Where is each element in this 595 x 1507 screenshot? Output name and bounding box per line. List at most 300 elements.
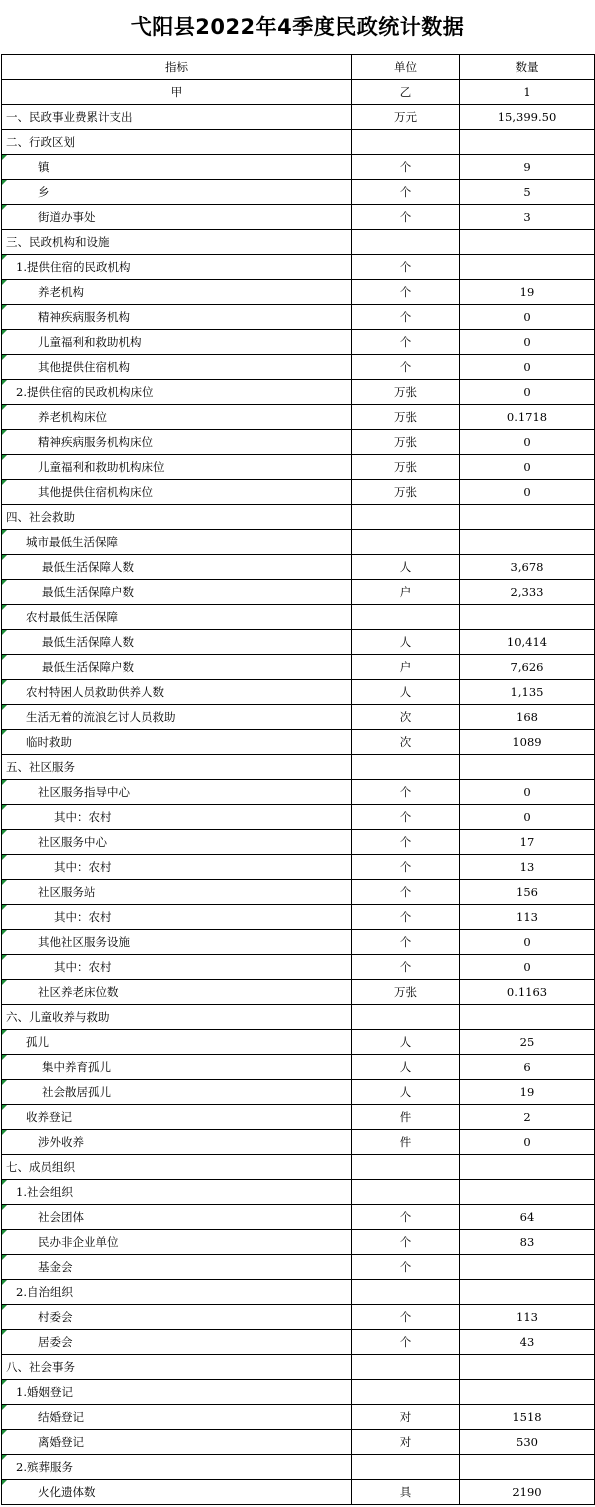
indicator-cell — [2, 1355, 352, 1380]
indicator-label: 临时救助 — [26, 735, 72, 749]
indicator-cell — [2, 305, 352, 330]
quantity-cell — [460, 1455, 595, 1480]
cell-corner-marker — [2, 580, 7, 585]
quantity-cell: 64 — [460, 1205, 595, 1230]
indicator-label: 其中：农村 — [54, 960, 112, 974]
table-body — [2, 105, 595, 1505]
unit-cell — [352, 130, 460, 155]
indicator-label: 二、行政区划 — [6, 135, 75, 149]
quantity-cell: 0 — [460, 805, 595, 830]
indicator-cell — [2, 1030, 352, 1055]
cell-corner-marker — [2, 805, 7, 810]
quantity-cell — [460, 530, 595, 555]
indicator-cell — [2, 905, 352, 930]
quantity-cell — [460, 505, 595, 530]
unit-cell: 个 — [352, 355, 460, 380]
quantity-cell: 19 — [460, 1080, 595, 1105]
indicator-label: 八、社会事务 — [6, 1360, 75, 1374]
code-row — [2, 80, 595, 105]
quantity-cell — [460, 1155, 595, 1180]
indicator-label: 居委会 — [38, 1335, 73, 1349]
indicator-label: 养老机构 — [38, 285, 84, 299]
cell-corner-marker — [2, 955, 7, 960]
indicator-cell — [2, 405, 352, 430]
table-row — [2, 180, 595, 205]
unit-cell — [352, 1005, 460, 1030]
cell-corner-marker — [2, 1280, 7, 1285]
indicator-cell — [2, 1280, 352, 1305]
unit-cell — [352, 755, 460, 780]
quantity-cell: 0.1718 — [460, 405, 595, 430]
cell-corner-marker — [2, 905, 7, 910]
cell-corner-marker — [2, 430, 7, 435]
table-row — [2, 1255, 595, 1280]
cell-corner-marker — [2, 1330, 7, 1335]
indicator-cell — [2, 130, 352, 155]
quantity-cell: 2,333 — [460, 580, 595, 605]
quantity-cell: 530 — [460, 1430, 595, 1455]
indicator-label: 其中：农村 — [54, 810, 112, 824]
table-row — [2, 1105, 595, 1130]
indicator-label: 社区服务站 — [38, 885, 96, 899]
indicator-cell — [2, 1130, 352, 1155]
unit-cell: 万元 — [352, 105, 460, 130]
quantity-cell — [460, 255, 595, 280]
indicator-label: 最低生活保障户数 — [42, 660, 134, 674]
table-row — [2, 680, 595, 705]
unit-cell: 个 — [352, 280, 460, 305]
table-row — [2, 1230, 595, 1255]
indicator-cell — [2, 1305, 352, 1330]
quantity-cell: 0 — [460, 330, 595, 355]
indicator-cell — [2, 1430, 352, 1455]
table-row — [2, 205, 595, 230]
unit-cell — [352, 1155, 460, 1180]
cell-corner-marker — [2, 630, 7, 635]
indicator-cell — [2, 1180, 352, 1205]
cell-corner-marker — [2, 830, 7, 835]
quantity-cell: 0 — [460, 955, 595, 980]
table-row — [2, 1305, 595, 1330]
indicator-label: 儿童福利和救助机构床位 — [38, 460, 165, 474]
cell-corner-marker — [2, 980, 7, 985]
indicator-cell — [2, 530, 352, 555]
code-unit: 乙 — [352, 80, 460, 105]
indicator-label: 1.提供住宿的民政机构 — [16, 260, 131, 274]
cell-corner-marker — [2, 880, 7, 885]
indicator-label: 2.殡葬服务 — [16, 1460, 73, 1474]
table-row — [2, 555, 595, 580]
indicator-label: 一、民政事业费累计支出 — [6, 110, 133, 124]
unit-cell: 对 — [352, 1430, 460, 1455]
table-row — [2, 955, 595, 980]
table-row — [2, 430, 595, 455]
table-row — [2, 1130, 595, 1155]
table-header-row — [2, 55, 595, 80]
table-row — [2, 630, 595, 655]
cell-corner-marker — [2, 1230, 7, 1235]
indicator-cell — [2, 380, 352, 405]
table-row — [2, 305, 595, 330]
indicator-label: 儿童福利和救助机构 — [38, 335, 142, 349]
cell-corner-marker — [2, 1455, 7, 1460]
indicator-label: 社区养老床位数 — [38, 985, 119, 999]
unit-cell: 个 — [352, 930, 460, 955]
quantity-cell: 1,135 — [460, 680, 595, 705]
quantity-cell: 113 — [460, 1305, 595, 1330]
table-row — [2, 505, 595, 530]
quantity-cell: 3,678 — [460, 555, 595, 580]
unit-cell — [352, 230, 460, 255]
quantity-cell: 0 — [460, 780, 595, 805]
indicator-label: 收养登记 — [26, 1110, 72, 1124]
unit-cell: 个 — [352, 255, 460, 280]
quantity-cell: 0 — [460, 305, 595, 330]
cell-corner-marker — [2, 705, 7, 710]
indicator-cell — [2, 930, 352, 955]
header-indicator: 指标 — [2, 55, 352, 80]
table-row — [2, 980, 595, 1005]
unit-cell — [352, 1280, 460, 1305]
cell-corner-marker — [2, 605, 7, 610]
cell-corner-marker — [2, 255, 7, 260]
indicator-label: 2.提供住宿的民政机构床位 — [16, 385, 154, 399]
indicator-cell — [2, 255, 352, 280]
unit-cell: 个 — [352, 955, 460, 980]
indicator-label: 农村特困人员救助供养人数 — [26, 685, 164, 699]
cell-corner-marker — [2, 380, 7, 385]
indicator-cell — [2, 1255, 352, 1280]
cell-corner-marker — [2, 305, 7, 310]
indicator-label: 镇 — [38, 160, 50, 174]
unit-cell: 件 — [352, 1130, 460, 1155]
cell-corner-marker — [2, 855, 7, 860]
indicator-label: 最低生活保障人数 — [42, 560, 134, 574]
indicator-cell — [2, 1405, 352, 1430]
cell-corner-marker — [2, 155, 7, 160]
indicator-label: 社会团体 — [38, 1210, 84, 1224]
unit-cell: 人 — [352, 630, 460, 655]
quantity-cell — [460, 130, 595, 155]
indicator-label: 其中：农村 — [54, 910, 112, 924]
indicator-label: 七、成员组织 — [6, 1160, 75, 1174]
unit-cell: 万张 — [352, 480, 460, 505]
indicator-label: 乡 — [38, 185, 50, 199]
cell-corner-marker — [2, 555, 7, 560]
cell-corner-marker — [2, 405, 7, 410]
table-row — [2, 105, 595, 130]
indicator-cell — [2, 480, 352, 505]
table-row — [2, 705, 595, 730]
indicator-label: 农村最低生活保障 — [26, 610, 118, 624]
indicator-label: 社区服务中心 — [38, 835, 107, 849]
table-row — [2, 1405, 595, 1430]
indicator-cell — [2, 1155, 352, 1180]
indicator-cell — [2, 430, 352, 455]
table-row — [2, 1205, 595, 1230]
indicator-cell — [2, 730, 352, 755]
table-row — [2, 580, 595, 605]
table-row — [2, 230, 595, 255]
unit-cell: 户 — [352, 655, 460, 680]
table-row — [2, 780, 595, 805]
cell-corner-marker — [2, 1030, 7, 1035]
unit-cell: 个 — [352, 1205, 460, 1230]
cell-corner-marker — [2, 1255, 7, 1260]
indicator-cell — [2, 680, 352, 705]
quantity-cell: 5 — [460, 180, 595, 205]
unit-cell: 对 — [352, 1405, 460, 1430]
cell-corner-marker — [2, 355, 7, 360]
indicator-label: 1.社会组织 — [16, 1185, 73, 1199]
unit-cell — [352, 530, 460, 555]
indicator-label: 其他提供住宿机构 — [38, 360, 130, 374]
unit-cell: 个 — [352, 1230, 460, 1255]
indicator-cell — [2, 1055, 352, 1080]
table-row — [2, 1330, 595, 1355]
indicator-cell — [2, 355, 352, 380]
unit-cell — [352, 605, 460, 630]
quantity-cell: 168 — [460, 705, 595, 730]
unit-cell: 人 — [352, 555, 460, 580]
unit-cell: 个 — [352, 855, 460, 880]
indicator-cell — [2, 330, 352, 355]
indicator-cell — [2, 180, 352, 205]
indicator-label: 村委会 — [38, 1310, 73, 1324]
cell-corner-marker — [2, 1130, 7, 1135]
table-row — [2, 255, 595, 280]
indicator-cell — [2, 1105, 352, 1130]
unit-cell: 个 — [352, 905, 460, 930]
cell-corner-marker — [2, 205, 7, 210]
indicator-cell — [2, 155, 352, 180]
table-row — [2, 755, 595, 780]
unit-cell — [352, 1355, 460, 1380]
cell-corner-marker — [2, 1380, 7, 1385]
indicator-label: 养老机构床位 — [38, 410, 107, 424]
indicator-cell — [2, 105, 352, 130]
quantity-cell: 1089 — [460, 730, 595, 755]
indicator-label: 四、社会救助 — [6, 510, 75, 524]
table-row — [2, 480, 595, 505]
indicator-label: 最低生活保障人数 — [42, 635, 134, 649]
quantity-cell — [460, 605, 595, 630]
quantity-cell: 0 — [460, 380, 595, 405]
unit-cell: 人 — [352, 680, 460, 705]
cell-corner-marker — [2, 930, 7, 935]
table-row — [2, 1355, 595, 1380]
indicator-label: 民办非企业单位 — [38, 1235, 119, 1249]
quantity-cell — [460, 1005, 595, 1030]
indicator-cell — [2, 555, 352, 580]
unit-cell: 人 — [352, 1030, 460, 1055]
cell-corner-marker — [2, 530, 7, 535]
table-row — [2, 805, 595, 830]
quantity-cell: 17 — [460, 830, 595, 855]
unit-cell: 户 — [352, 580, 460, 605]
indicator-cell — [2, 1080, 352, 1105]
indicator-label: 城市最低生活保障 — [26, 535, 118, 549]
indicator-label: 其他提供住宿机构床位 — [38, 485, 153, 499]
indicator-cell — [2, 1230, 352, 1255]
indicator-cell — [2, 880, 352, 905]
indicator-label: 精神疾病服务机构 — [38, 310, 130, 324]
quantity-cell: 0 — [460, 430, 595, 455]
quantity-cell — [460, 230, 595, 255]
quantity-cell — [460, 755, 595, 780]
indicator-cell — [2, 1205, 352, 1230]
cell-corner-marker — [2, 1180, 7, 1185]
indicator-label: 孤儿 — [26, 1035, 49, 1049]
indicator-cell — [2, 780, 352, 805]
cell-corner-marker — [2, 1405, 7, 1410]
quantity-cell — [460, 1280, 595, 1305]
quantity-cell: 3 — [460, 205, 595, 230]
unit-cell: 个 — [352, 1255, 460, 1280]
indicator-label: 离婚登记 — [38, 1435, 84, 1449]
quantity-cell — [460, 1180, 595, 1205]
indicator-label: 精神疾病服务机构床位 — [38, 435, 153, 449]
indicator-label: 基金会 — [38, 1260, 73, 1274]
unit-cell: 个 — [352, 880, 460, 905]
table-row — [2, 1155, 595, 1180]
quantity-cell: 0 — [460, 355, 595, 380]
quantity-cell — [460, 1355, 595, 1380]
table-row — [2, 880, 595, 905]
unit-cell: 个 — [352, 805, 460, 830]
unit-cell: 个 — [352, 330, 460, 355]
table-row — [2, 530, 595, 555]
unit-cell: 件 — [352, 1105, 460, 1130]
code-indicator: 甲 — [2, 80, 352, 105]
indicator-label: 街道办事处 — [38, 210, 96, 224]
table-row — [2, 1480, 595, 1505]
table-row — [2, 405, 595, 430]
table-row — [2, 1030, 595, 1055]
indicator-label: 1.婚姻登记 — [16, 1385, 73, 1399]
table-row — [2, 280, 595, 305]
cell-corner-marker — [2, 330, 7, 335]
quantity-cell: 43 — [460, 1330, 595, 1355]
unit-cell — [352, 1180, 460, 1205]
unit-cell: 个 — [352, 205, 460, 230]
unit-cell: 人 — [352, 1055, 460, 1080]
quantity-cell: 0 — [460, 930, 595, 955]
cell-corner-marker — [2, 1055, 7, 1060]
indicator-cell — [2, 230, 352, 255]
cell-corner-marker — [2, 455, 7, 460]
unit-cell — [352, 1455, 460, 1480]
cell-corner-marker — [2, 730, 7, 735]
quantity-cell: 19 — [460, 280, 595, 305]
table-row — [2, 1380, 595, 1405]
cell-corner-marker — [2, 1430, 7, 1435]
indicator-label: 涉外收养 — [38, 1135, 84, 1149]
cell-corner-marker — [2, 1205, 7, 1210]
quantity-cell: 2 — [460, 1105, 595, 1130]
table-row — [2, 1180, 595, 1205]
indicator-cell — [2, 855, 352, 880]
indicator-cell — [2, 1455, 352, 1480]
header-unit: 单位 — [352, 55, 460, 80]
quantity-cell: 10,414 — [460, 630, 595, 655]
indicator-cell — [2, 655, 352, 680]
quantity-cell: 0 — [460, 455, 595, 480]
table-row — [2, 1005, 595, 1030]
table-row — [2, 455, 595, 480]
unit-cell: 个 — [352, 1330, 460, 1355]
table-row — [2, 355, 595, 380]
quantity-cell: 156 — [460, 880, 595, 905]
cell-corner-marker — [2, 1480, 7, 1485]
cell-corner-marker — [2, 480, 7, 485]
indicator-label: 集中养育孤儿 — [42, 1060, 111, 1074]
indicator-label: 社区服务指导中心 — [38, 785, 130, 799]
table-row — [2, 380, 595, 405]
quantity-cell: 0 — [460, 480, 595, 505]
quantity-cell: 113 — [460, 905, 595, 930]
quantity-cell: 13 — [460, 855, 595, 880]
cell-corner-marker — [2, 180, 7, 185]
indicator-label: 结婚登记 — [38, 1410, 84, 1424]
indicator-cell — [2, 605, 352, 630]
unit-cell — [352, 505, 460, 530]
header-quantity: 数量 — [460, 55, 595, 80]
cell-corner-marker — [2, 655, 7, 660]
table-row — [2, 1430, 595, 1455]
indicator-label: 社会散居孤儿 — [42, 1085, 111, 1099]
unit-cell: 万张 — [352, 405, 460, 430]
indicator-cell — [2, 955, 352, 980]
unit-cell: 人 — [352, 1080, 460, 1105]
code-quantity: 1 — [460, 80, 595, 105]
cell-corner-marker — [2, 780, 7, 785]
table-row — [2, 605, 595, 630]
quantity-cell: 6 — [460, 1055, 595, 1080]
indicator-cell — [2, 805, 352, 830]
table-row — [2, 855, 595, 880]
table-row — [2, 130, 595, 155]
table-row — [2, 1055, 595, 1080]
quantity-cell: 0.1163 — [460, 980, 595, 1005]
unit-cell — [352, 1380, 460, 1405]
indicator-cell — [2, 505, 352, 530]
table-row — [2, 930, 595, 955]
table-row — [2, 905, 595, 930]
indicator-cell — [2, 755, 352, 780]
indicator-cell — [2, 1480, 352, 1505]
indicator-label: 其他社区服务设施 — [38, 935, 130, 949]
unit-cell: 次 — [352, 730, 460, 755]
indicator-cell — [2, 1330, 352, 1355]
quantity-cell — [460, 1255, 595, 1280]
unit-cell: 个 — [352, 180, 460, 205]
indicator-label: 火化遗体数 — [38, 1485, 96, 1499]
quantity-cell: 1518 — [460, 1405, 595, 1430]
indicator-label: 最低生活保障户数 — [42, 585, 134, 599]
indicator-cell — [2, 280, 352, 305]
indicator-label: 生活无着的流浪乞讨人员救助 — [26, 710, 176, 724]
indicator-cell — [2, 455, 352, 480]
cell-corner-marker — [2, 1105, 7, 1110]
indicator-cell — [2, 980, 352, 1005]
table-row — [2, 830, 595, 855]
indicator-label: 五、社区服务 — [6, 760, 75, 774]
quantity-cell — [460, 1380, 595, 1405]
unit-cell: 万张 — [352, 430, 460, 455]
indicator-cell — [2, 205, 352, 230]
unit-cell: 个 — [352, 830, 460, 855]
